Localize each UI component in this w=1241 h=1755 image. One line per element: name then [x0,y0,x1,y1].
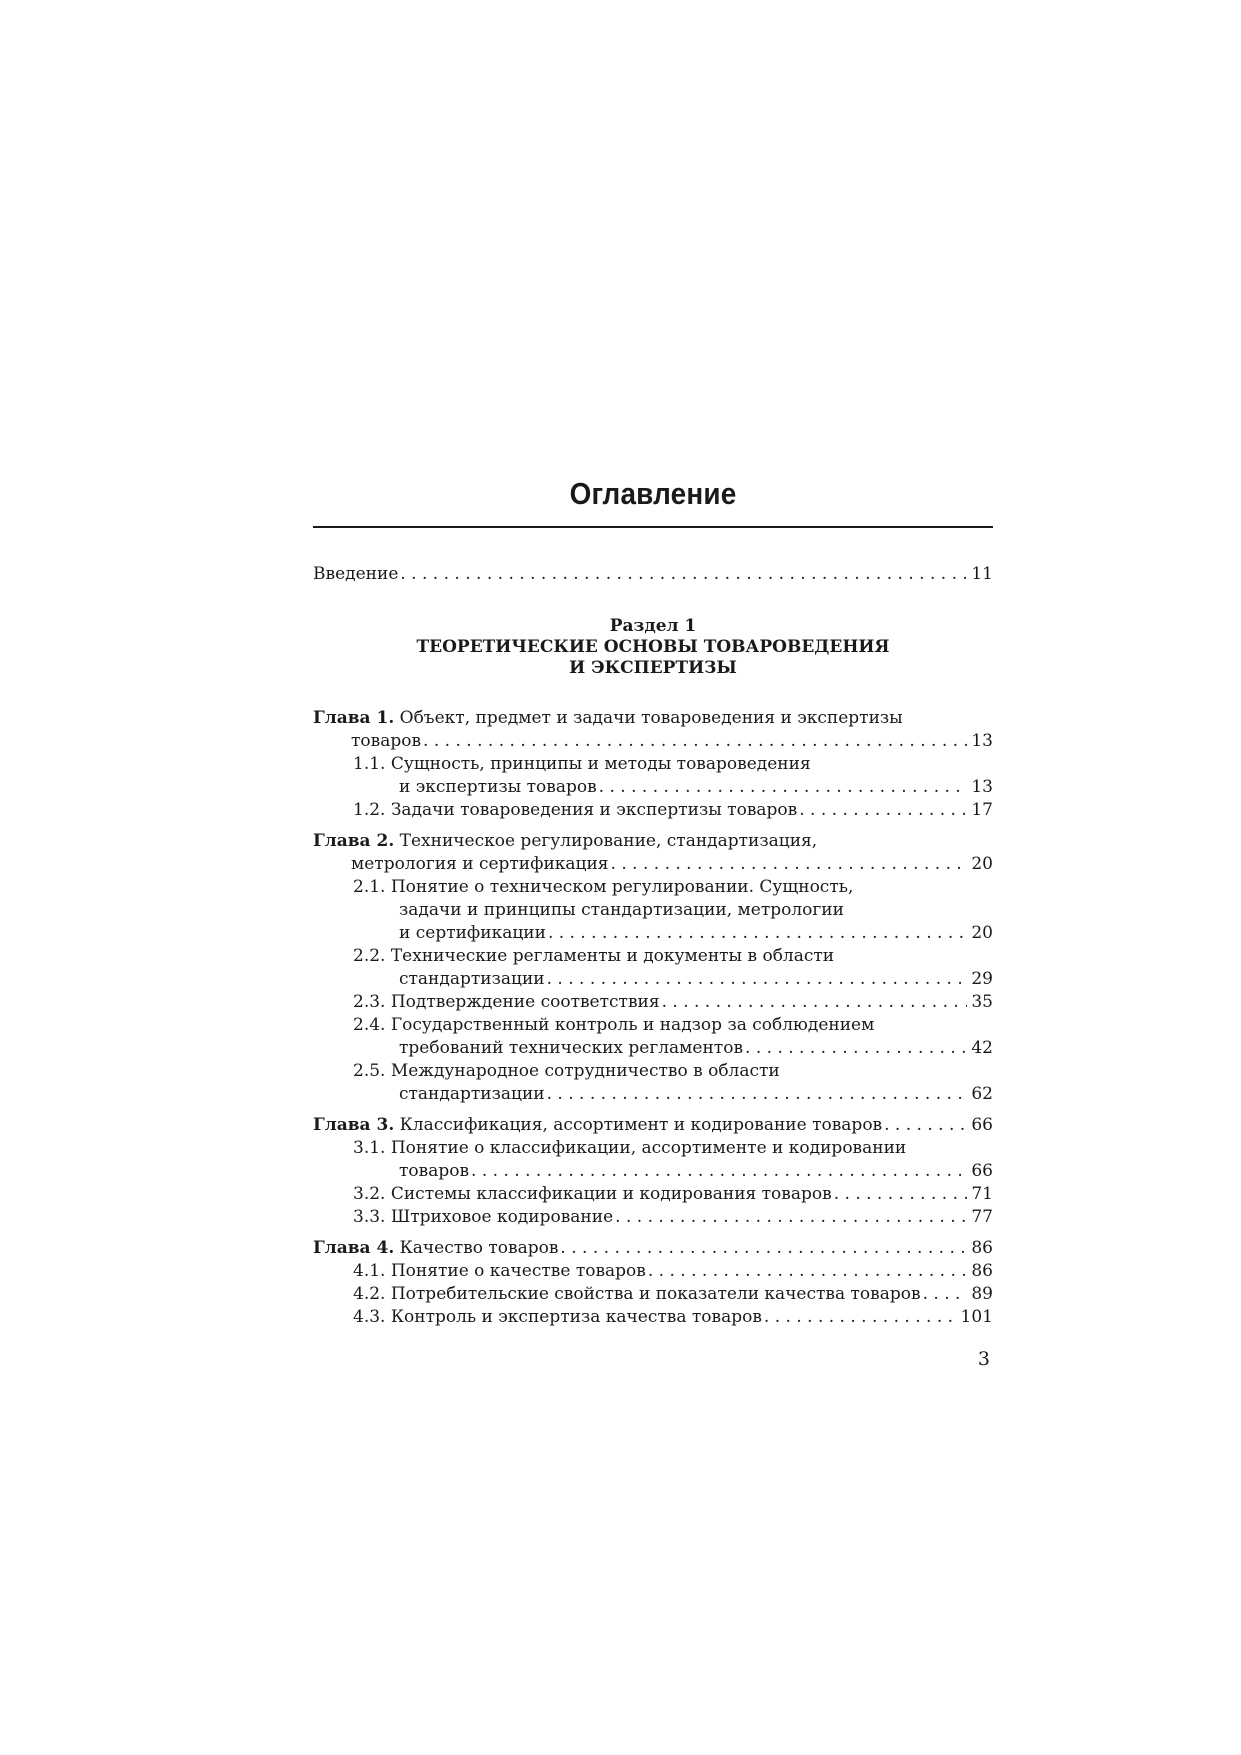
leader-dots [471,1160,967,1183]
entry-label: товаров [351,731,422,751]
leader-dots [923,1283,967,1306]
chapter-title-cont[interactable] [313,853,993,876]
entry-page: 71 [971,1184,993,1204]
section-name-line1: ТЕОРЕТИЧЕСКИЕ ОСНОВЫ ТОВАРОВЕДЕНИЯ [416,637,890,657]
chapter-title-line[interactable] [313,1114,993,1137]
leader-dots [799,799,967,822]
subsection-3-3[interactable] [313,1206,993,1229]
subsection-2-1[interactable]: 2.1. Понятие о техническом регулировании. Сущность, [353,877,854,897]
table-of-contents [313,470,993,1337]
entry-label: и сертификации [399,923,546,943]
chapter-prefix: Глава 2. [313,831,395,851]
chapter-title-line[interactable] [313,830,993,853]
entry-label: 2.3. Подтверждение соответствия [353,992,660,1012]
entry-label: 4.2. Потребительские свойства и показатели качества товаров [353,1284,921,1304]
leader-dots [745,1037,967,1060]
section-name-line2: И ЭКСПЕРТИЗЫ [569,658,737,678]
leader-dots [884,1114,967,1137]
chapter-title: Классификация, ассортимент и кодирование товаров [394,1115,883,1135]
subsection-4-2[interactable] [313,1283,993,1306]
chapter-prefix: Глава 4. [313,1238,395,1258]
entry-page: 11 [971,564,993,584]
leader-dots [599,776,967,799]
subsection-2-5-cont[interactable] [313,1083,993,1106]
chapter-title-line[interactable] [313,707,993,730]
subsection-2-2[interactable]: 2.2. Технические регламенты и документы в области [353,946,835,966]
chapter-4 [313,1237,993,1329]
leader-dots [648,1260,967,1283]
leader-dots [662,991,967,1014]
entry-label: 3.3. Штриховое кодирование [353,1207,614,1227]
entry-label: требований технических регламентов [399,1038,744,1058]
leader-dots [548,922,967,945]
subsection-2-1-cont[interactable]: задачи и принципы стандартизации, метрологии [399,900,844,920]
subsection-1-1[interactable]: 1.1. Сущность, принципы и методы товароведения [353,754,811,774]
entry-label: Введение [313,564,399,584]
entry-page: 29 [971,969,993,989]
entry-label: 4.1. Понятие о качестве товаров [353,1261,646,1281]
entry-label: стандартизации [399,1084,545,1104]
entry-page: 66 [971,1161,993,1181]
entry-label: и экспертизы товаров [399,777,597,797]
leader-dots [764,1306,959,1329]
entry-page: 17 [971,800,993,820]
entry-label: товаров [399,1161,470,1181]
entry-page: 42 [971,1038,993,1058]
subsection-4-3[interactable] [313,1306,993,1329]
entry-page: 86 [971,1261,993,1281]
entry-page: 66 [971,1115,993,1135]
chapter-prefix: Глава 3. [313,1115,395,1135]
subsection-1-1-cont[interactable] [313,776,993,799]
entry-page: 35 [971,992,993,1012]
entry-label: 1.2. Задачи товароведения и экспертизы товаров [353,800,798,820]
chapter-title: Качество товаров [394,1238,559,1258]
chapter-title-cont[interactable] [313,730,993,753]
entry-page: 20 [971,854,993,874]
entry-label: 3.2. Системы классификации и кодирования товаров [353,1184,832,1204]
chapter-title: Техническое регулирование, стандартизация, [394,831,818,851]
subsection-3-2[interactable] [313,1183,993,1206]
subsection-3-1[interactable]: 3.1. Понятие о классификации, ассортименте и кодировании [353,1138,907,1158]
entry-label: 4.3. Контроль и экспертиза качества товаров [353,1307,762,1327]
chapter-prefix: Глава 1. [313,708,395,728]
leader-dots [400,563,967,586]
leader-dots [615,1206,967,1229]
entry-label: метрология и сертификация [351,854,609,874]
subsection-2-4-cont[interactable] [313,1037,993,1060]
section-label: Раздел 1 [609,616,697,636]
leader-dots [423,730,967,753]
subsection-2-2-cont[interactable] [313,968,993,991]
title-rule [313,526,993,528]
chapter-title: Объект, предмет и задачи товароведения и экспертизы [394,708,903,728]
entry-page: 13 [971,777,993,797]
chapter-3 [313,1114,993,1229]
toc-entry-intro[interactable] [313,563,993,586]
subsection-2-5[interactable]: 2.5. Международное сотрудничество в области [353,1061,780,1081]
subsection-3-1-cont[interactable] [313,1160,993,1183]
entry-page: 13 [971,731,993,751]
leader-dots [547,968,967,991]
entry-page: 89 [971,1284,993,1304]
entry-page: 101 [960,1307,993,1327]
section-heading [313,616,993,679]
entry-page: 77 [971,1207,993,1227]
subsection-2-3[interactable] [313,991,993,1014]
entry-page: 86 [971,1238,993,1258]
entry-page: 62 [971,1084,993,1104]
subsection-2-4[interactable]: 2.4. Государственный контроль и надзор за соблюдением [353,1015,875,1035]
leader-dots [560,1237,967,1260]
chapter-2 [313,830,993,1106]
subsection-4-1[interactable] [313,1260,993,1283]
page-title: Оглавление [569,476,737,511]
subsection-2-1-cont2[interactable] [313,922,993,945]
entry-page: 20 [971,923,993,943]
leader-dots [834,1183,967,1206]
chapter-1 [313,707,993,822]
entry-label: стандартизации [399,969,545,989]
leader-dots [547,1083,967,1106]
chapter-title-line[interactable] [313,1237,993,1260]
subsection-1-2[interactable] [313,799,993,822]
leader-dots [611,853,967,876]
page-number: 3 [977,1348,990,1370]
